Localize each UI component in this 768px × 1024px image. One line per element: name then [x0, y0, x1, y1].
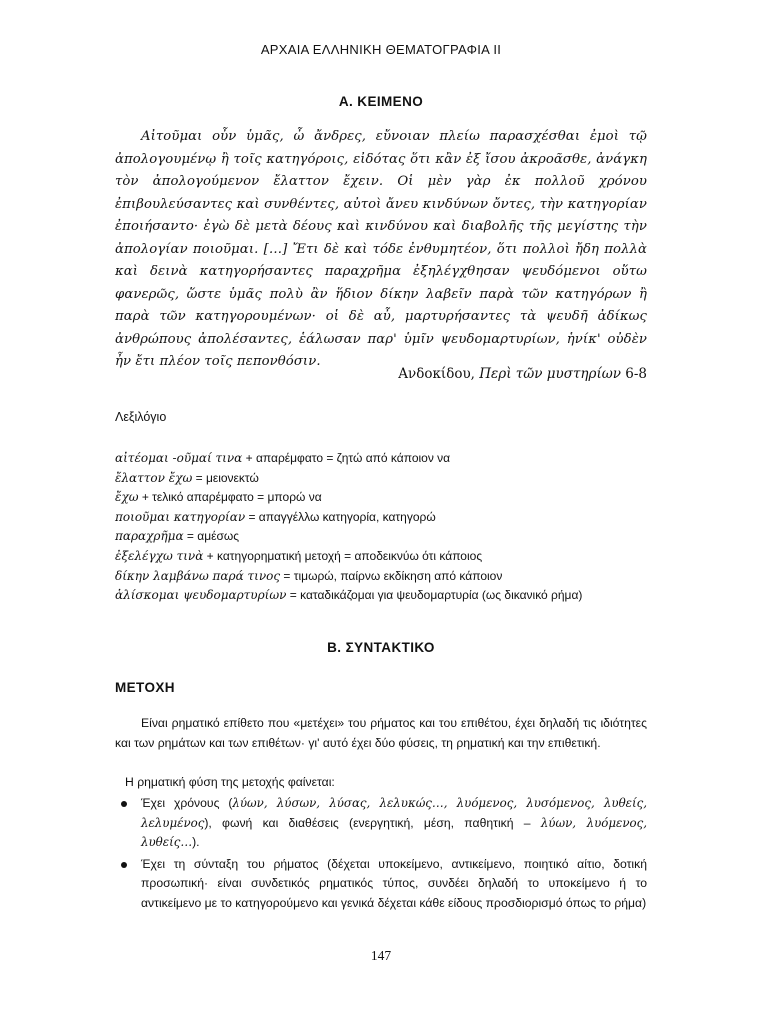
bullet-text: ), φωνή και διαθέσεις (ενεργητική, μέση, παθητική – — [204, 815, 541, 830]
page-number: 147 — [370, 948, 392, 963]
verbal-nature-intro: Η ρηματική φύση της μετοχής φαίνεται: — [125, 775, 335, 789]
vocab-item — [115, 527, 655, 547]
section-a-title: Α. ΚΕΙΜΕΝΟ — [338, 94, 424, 109]
vocab-def: = καταδικάζομαι για ψευδομαρτυρία (ως δικανικό ρήμα) — [286, 588, 583, 603]
bullet-list — [115, 794, 647, 914]
vocab-term: αἰτέομαι -οῦμαί τινα — [115, 451, 243, 465]
vocab-def: + κατηγορηματική μετοχή = αποδεικνύω ότι κάποιος — [203, 548, 483, 563]
vocab-item — [115, 567, 655, 587]
vocab-item — [115, 449, 655, 469]
source-ref: 6-8 — [620, 366, 647, 382]
vocab-item — [115, 547, 655, 567]
vocab-term: ἁλίσκομαι ψευδομαρτυρίων — [115, 588, 287, 603]
vocab-def: = αμέσως — [183, 529, 240, 544]
source-author: Ανδοκίδου, — [398, 366, 480, 382]
bullet-text: Έχει χρόνους ( — [141, 796, 233, 810]
vocab-term: ποιοῦμαι κατηγορίαν — [115, 509, 246, 524]
bullet-forms: λύων, λύσων, λύσας, λελυκώς…, λυόμενος, λυσόμενος, λυθείς, λελυμένος — [141, 796, 647, 830]
vocab-term: δίκην λαμβάνω παρά τινος — [115, 568, 281, 583]
running-header: ΑΡΧΑΙΑ ΕΛΛΗΝΙΚΗ ΘΕΜΑΤΟΓΡΑΦΙΑ ΙΙ — [260, 42, 502, 57]
intro-paragraph: Είναι ρηματικό επίθετο που «μετέχει» του ρήματος και του επιθέτου, έχει δηλαδή τις ιδιότητες και των ρημάτων και των επιθέτων· γι' αυτό έχει δύο φύσεις, τη ρηματική και την επιθετική. — [115, 716, 647, 750]
source-work: Περὶ τῶν μυστηρίων — [479, 366, 621, 382]
section-b-title: Β. ΣΥΝΤΑΚΤΙΚΟ — [327, 640, 435, 655]
source-citation — [115, 366, 647, 382]
vocab-item — [115, 469, 655, 489]
bullet-item-tenses — [115, 794, 647, 853]
vocab-def: + τελικό απαρέμφατο = μπορώ να — [138, 490, 322, 505]
vocab-term: παραχρῆμα — [115, 529, 184, 544]
vocabulary-title: Λεξιλόγιο — [115, 410, 167, 424]
bullet-forms: λύων, λυόμενος, λυθείς… — [141, 815, 647, 850]
vocab-item — [115, 488, 655, 508]
vocab-term: ἔχω — [115, 490, 139, 505]
bullet-text: ). — [192, 835, 200, 850]
vocab-def: + απαρέμφατο = ζητώ από κάποιον να — [242, 451, 451, 465]
vocabulary-list — [115, 449, 655, 606]
metoxi-heading: ΜΕΤΟΧΗ — [115, 680, 175, 695]
ancient-greek-text: Αἰτοῦμαι οὖν ὑμᾶς, ὦ ἄνδρες, εὔνοιαν πλείω παρασχέσθαι ἐμοὶ τῷ ἀπολογουμένῳ ἢ τοῖς κατηγόροις, εἰδότας ὅτι κἂν ἐξ ἴσου ἀκροᾶσθε, ἀνάγκη τὸν ἀπολογούμενον ἔλαττον ἔχειν. Οἱ μὲν γὰρ ἐκ πολλοῦ χρόνου ἐπιβουλεύσαντες καὶ συνθέντες, αὐτοὶ ἄνευ κινδύνων ὄντες, τὴν κατηγορίαν ἐποιήσαντο· ἐγὼ δὲ μετὰ δέους καὶ κινδύνου καὶ διαβολῆς τῆς μεγίστης τὴν ἀπολογίαν ποιοῦμαι. […] Ἔτι δὲ καὶ τόδε ἐνθυμητέον, ὅτι πολλοὶ ἤδη πολλὰ καὶ δεινὰ κατηγορήσαντες παραχρῆμα ἐξηλέγχθησαν ψευδόμενοι οὕτω φανερῶς, ὥστε ὑμᾶς πολὺ ἂν ἥδιον δίκην λαβεῖν παρὰ τῶν κατηγόρων ἢ παρὰ τῶν κατηγορουμένων· οἱ δὲ αὖ, μαρτυρήσαντες τὰ ψευδῆ ἀδίκως ἀνθρώπους ἀπολέσαντες, ἑάλωσαν παρ' ὑμῖν ψευδομαρτυρίων, ἡνίκ' οὐδὲν ἦν ἔτι πλέον τοῖς πεπονθόσιν. — [115, 129, 647, 369]
vocab-def: = απαγγέλλω κατηγορία, κατηγορώ — [245, 509, 436, 524]
vocab-def: = μειονεκτώ — [192, 470, 259, 485]
vocab-def: = τιμωρώ, παίρνω εκδίκηση από κάποιον — [280, 568, 503, 583]
vocab-item — [115, 586, 655, 606]
vocab-term: ἔλαττον ἔχω — [115, 470, 193, 485]
vocab-term: ἐξελέγχω τινὰ — [115, 548, 204, 563]
vocab-item — [115, 508, 655, 528]
bullet-item-syntax: Έχει τη σύνταξη του ρήματος (δέχεται υποκείμενο, αντικείμενο, ποιητικό αίτιο, δοτική προσωπική· είναι συνδετικός ρηματικός τύπος, συνδέει δηλαδή το υποκείμενο ή το αντικείμενο με το κατηγορούμενο και γενικά δέχεται κάθε είδους προσδιορισμό όπως το ρήμα) — [115, 855, 647, 914]
